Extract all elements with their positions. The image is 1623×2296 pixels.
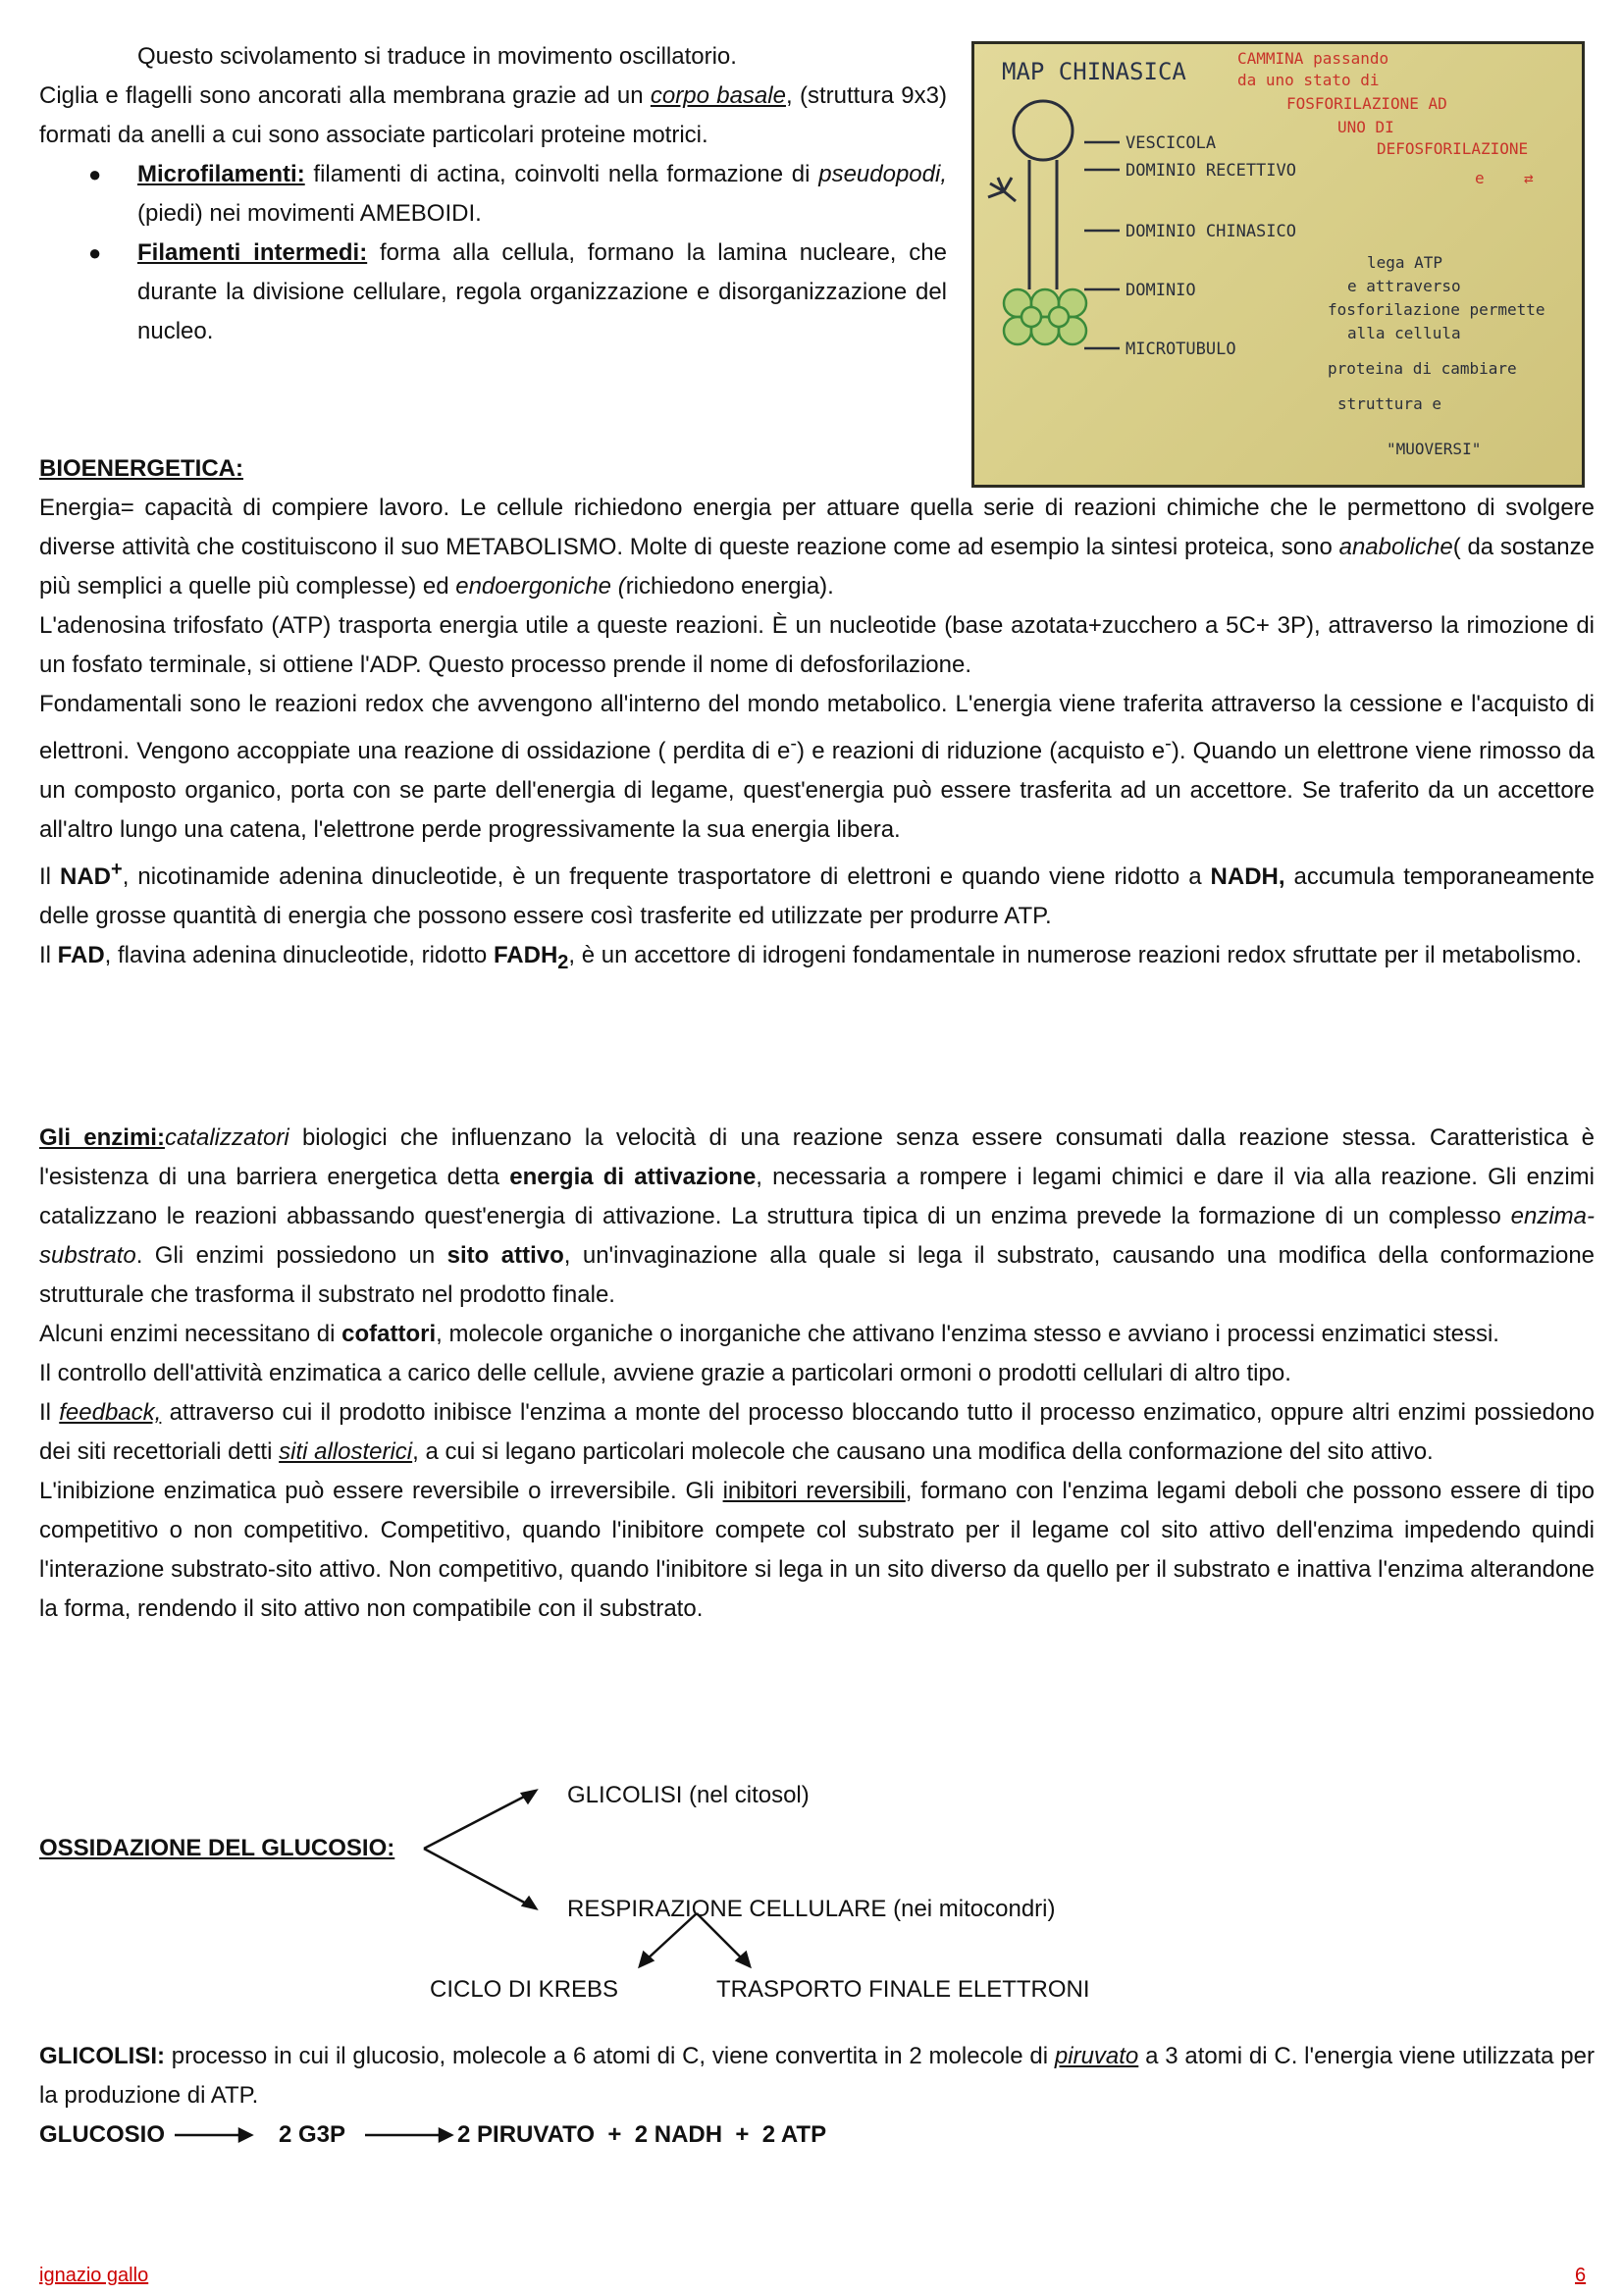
paragraph-energia: Energia= capacità di compiere lavoro. Le cellule richiedono energia per attuare quella serie di reazioni chimiche che le permettono di svolgere diverse attività che costituiscono il suo METABOLISMO. Molte di queste reazione come ad esempio la sintesi proteica, sono anaboliche( da sostanze più semplici a quelle più complesse) ed endoergoniche (richiedono energia). [39, 495, 1595, 600]
photo-label: MICROTUBULO [1126, 339, 1236, 359]
note2-line: proteina di cambiare [1328, 359, 1517, 378]
photo-title: MAP CHINASICA [1002, 58, 1186, 85]
vesicle-circle [1014, 101, 1073, 160]
term-corpo-basale: corpo basale [650, 82, 786, 109]
paragraph-inibizione: L'inibizione enzimatica può essere reversibile o irreversibile. Gli inibitori reversibili, formano con l'enzima legami deboli che possono essere di tipo competitivo o non competitivo. Competitivo, quando l'inibitore compete col substrato per il legame col sito attivo dell'enzima impedendo quindi l'interazione substrato-sito attivo. Non competitivo, quando l'inibitore si lega in un sito diverso da quello per il substrato e inattiva l'enzima alterandone la forma, rendendo il sito attivo non compatibile con il substrato. [39, 1478, 1596, 1622]
term-filamenti-intermedi: Filamenti intermedi: [137, 239, 368, 266]
photo-labels [1126, 133, 1296, 359]
paragraph-glicolisi: GLICOLISI: processo in cui il glucosio, molecole a 6 atomi di C, viene convertita in 2 molecole di piruvato a 3 atomi di C. l'energia viene utilizzata per la produzione di ATP. [39, 2043, 1595, 2109]
paragraph-nad: Il NAD+, nicotinamide adenina dinucleotide, è un frequente trasportatore di elettroni e quando viene ridotto a NADH, accumula temporaneamente delle grosse quantità di energia che possono essere così trasferite ed utilizzate per produrre ATP. [39, 859, 1596, 929]
term-microfilamenti: Microfilamenti: [137, 161, 305, 187]
diagram-branch-respirazione: RESPIRAZIONE CELLULARE (nei mitocondri) [567, 1896, 1056, 1922]
paragraph-controllo: Il controllo dell'attività enzimatica a carico delle cellule, avviene grazie a particolari ormoni o prodotti cellulari di altro tipo. [39, 1360, 1291, 1386]
red-note-line: e [1475, 169, 1485, 187]
photo-label: DOMINIO CHINASICO [1126, 222, 1296, 241]
diagram-leaf-krebs: CICLO DI KREBS [430, 1976, 619, 2003]
red-note-line: CAMMINA passando [1237, 49, 1389, 68]
star-shape [988, 178, 1016, 201]
photo-label: DOMINIO RECETTIVO [1126, 161, 1296, 181]
paragraph-enzimi: Gli enzimi:catalizzatori biologici che influenzano la velocità di una reazione senza essere consumati dalla reazione stessa. Caratteristica è l'esistenza di una barriera energetica detta energia di attivazione, necessaria a rompere i legami chimici e dare il via alla reazione. Gli enzimi catalizzano le reazioni abbassando quest'energia di attivazione. La struttura tipica di un enzima prevede la formazione di un complesso enzima-substrato. Gli enzimi possiedono un sito attivo, un'invaginazione alla quale si lega il substrato, causando una modifica della conformazione strutturale che trasforma il substrato nel prodotto finale. [39, 1124, 1596, 1308]
paragraph-oscillatorio: Questo scivolamento si traduce in movimento oscillatorio. [137, 43, 737, 70]
handwritten-map-chinasica-photo [971, 41, 1585, 488]
molecule-drawing [988, 101, 1073, 289]
bullet-icon: ● [88, 162, 102, 186]
heading-enzimi: Gli enzimi: [39, 1124, 165, 1151]
note2-line: fosforilazione permette [1328, 300, 1545, 319]
diagram-root: OSSIDAZIONE DEL GLUCOSIO: [39, 1835, 395, 1861]
glicolisi-chain [39, 2115, 1021, 2155]
photo-drawing [974, 44, 1585, 488]
list-item: ● Filamenti intermedi: forma alla cellula, formano la lamina nucleare, che durante la divisione cellulare, regola organizzazione e disorganizzazione del nucleo. [39, 234, 947, 351]
footer-page-number[interactable]: 6 [1575, 2265, 1587, 2286]
ossidazione-diagram [39, 1782, 1595, 2011]
red-note-line: UNO DI [1337, 118, 1394, 136]
note2-line: "MUOVERSI" [1387, 440, 1482, 458]
note2-line: alla cellula [1347, 324, 1461, 342]
arrowhead [522, 1791, 536, 1802]
diagram-leaf-trasporto: TRASPORTO FINALE ELETTRONI [716, 1976, 1090, 2003]
photo-label: DOMINIO [1126, 281, 1196, 300]
bullet-list [39, 155, 947, 351]
term-glicolisi: GLICOLISI: [39, 2043, 165, 2069]
chain-g3p: 2 G3P [279, 2121, 346, 2148]
red-note-line: FOSFORILAZIONE AD [1286, 94, 1447, 113]
bullet-icon: ● [88, 240, 102, 265]
top-text-block [39, 37, 947, 351]
section-bioenergetica [39, 449, 1595, 982]
microtubule-circles [1004, 289, 1086, 344]
photo-label: VESCICOLA [1126, 133, 1217, 153]
arrow-to-glicolisi [424, 1794, 530, 1849]
note2-line: lega ATP [1367, 253, 1443, 272]
paragraph-cofattori: Alcuni enzimi necessitano di cofattori, molecole organiche o inorganiche che attivano l'enzima stesso e avviano i processi enzimatici stessi. [39, 1321, 1499, 1347]
note2-line: e attraverso [1347, 277, 1461, 295]
paragraph-ciglia: Ciglia e flagelli sono ancorati alla membrana grazie ad un corpo basale, (struttura 9x3) formati da anelli a cui sono associate particolari proteine motrici. [39, 82, 947, 148]
chain-glucosio: GLUCOSIO [39, 2121, 166, 2148]
chain-result: 2 PIRUVATO + 2 NADH + 2 ATP [457, 2121, 827, 2148]
diagram-branch-glicolisi: GLICOLISI (nel citosol) [567, 1782, 810, 1808]
red-note-line: DEFOSFORILAZIONE [1377, 139, 1529, 158]
arrowhead [440, 2129, 451, 2141]
paragraph-atp: L'adenosina trifosfato (ATP) trasporta energia utile a queste reazioni. È un nucleotide (base azotata+zucchero a 5C+ 3P), attraverso la rimozione di un fosfato terminale, si ottiene l'ADP. Questo processo prende il nome di defosforilazione. [39, 612, 1595, 678]
paragraph-redox: Fondamentali sono le reazioni redox che avvengono all'interno del mondo metabolico. L'energia viene traferita attraverso la cessione e l'acquisto di elettroni. Vengono accoppiate una reazione di ossidazione ( perdita di e-) e reazioni di riduzione (acquisto e-). Quando un elettrone viene rimosso da un composto organico, porta con se parte dell'energia di legame, quest'energia può essere trasferita ad un accettore. Se traferito da un accettore all'altro lungo una catena, l'elettrone perde progressivamente la sua energia libera. [39, 691, 1596, 843]
paragraph-fad: Il FAD, flavina adenina dinucleotide, ridotto $FADH_2$, è un accettore di idrogeni fondamentale in numerose reazioni redox sfruttate per il metabolismo. [39, 942, 1582, 973]
section-enzimi [39, 1119, 1595, 1629]
heading-bioenergetica: BIOENERGETICA: [39, 455, 244, 482]
list-item: ● Microfilamenti: filamenti di actina, coinvolti nella formazione di pseudopodi, (piedi) nei movimenti AMEBOIDI. [39, 155, 947, 234]
paragraph-feedback: Il feedback, attraverso cui il prodotto inibisce l'enzima a monte del processo bloccando tutto il processo enzimatico, oppure altri enzimi possiedono dei siti recettoriali detti siti allosterici, a cui si legano particolari molecole che causano una modifica della conformazione del sito attivo. [39, 1399, 1595, 1465]
label-arrows [1084, 142, 1120, 348]
photo-note2 [1328, 253, 1545, 458]
section-glicolisi [39, 2037, 1595, 2115]
red-note-line: da uno stato di [1237, 71, 1380, 89]
red-note-line: ⇄ [1524, 169, 1534, 187]
arrowhead [523, 1898, 536, 1908]
footer-author[interactable]: ignazio gallo [39, 2265, 149, 2286]
note2-line: struttura e [1337, 394, 1441, 413]
arrowhead [239, 2129, 251, 2141]
arrow-to-respirazione [424, 1849, 530, 1905]
